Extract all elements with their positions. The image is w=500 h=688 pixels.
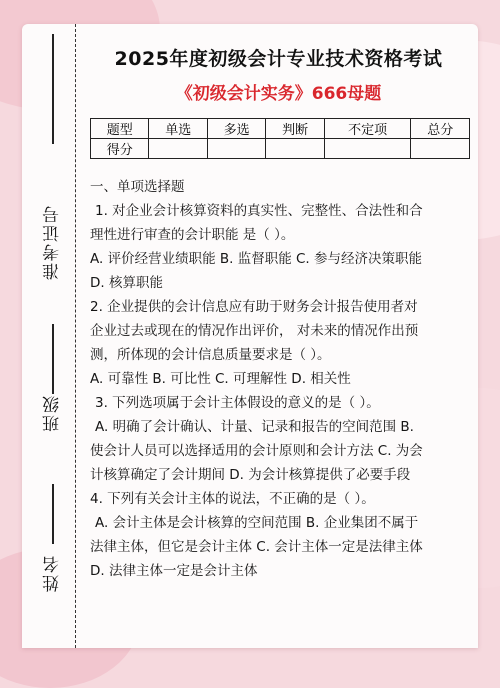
class-label: 班级 — [43, 394, 63, 432]
blank-line — [52, 34, 54, 144]
score-header-cell: 总分 — [411, 119, 470, 139]
page-title: 2025年度初级会计专业技术资格考试 — [114, 48, 443, 70]
question-1-options: A. 评价经营业绩职能 B. 监督职能 C. 参与经济决策职能 — [90, 251, 423, 267]
question-3-options: 使会计人员可以选择适用的会计原则和会计方法 C. 为会 — [90, 443, 423, 459]
blank-line — [52, 324, 54, 394]
question-1-line: 1. 对企业会计核算资料的真实性、完整性、合法性和合 — [95, 203, 423, 219]
score-cell — [266, 139, 324, 159]
exam-paper — [22, 24, 478, 648]
binding-cut-line — [75, 24, 76, 648]
score-cell — [149, 139, 207, 159]
question-3-options: 计核算确定了会计期间 D. 为会计核算提供了必要手段 — [90, 467, 411, 483]
score-cell — [207, 139, 265, 159]
question-section — [90, 175, 472, 583]
name-label: 姓名 — [43, 554, 63, 592]
score-table — [90, 118, 470, 159]
question-4-options: D. 法律主体一定是会计主体 — [90, 563, 258, 579]
score-cell — [411, 139, 470, 159]
question-2-line: 测，所体现的会计信息质量要求是（ ）。 — [90, 347, 331, 363]
score-row-label: 得分 — [91, 139, 149, 159]
question-4-options: 法律主体，但它是会计主体 C. 会计主体一定是法律主体 — [90, 539, 423, 555]
score-header-cell: 题型 — [91, 119, 149, 139]
question-4-options: A. 会计主体是会计核算的空间范围 B. 企业集团不属于 — [95, 515, 419, 531]
section-heading: 一、单项选择题 — [90, 179, 185, 195]
score-header-cell: 判断 — [266, 119, 324, 139]
page-subtitle: 《初级会计实务》666母题 — [175, 84, 382, 104]
binding-margin — [22, 24, 80, 648]
question-1-options: D. 核算职能 — [90, 275, 163, 291]
paper-content — [85, 24, 472, 583]
blank-line — [52, 484, 54, 544]
ticket-number-label: 准考证号 — [43, 204, 63, 280]
score-header-cell: 不定项 — [324, 119, 411, 139]
question-3-options: A. 明确了会计确认、计量、记录和报告的空间范围 B. — [95, 419, 414, 435]
score-header-cell: 单选 — [149, 119, 207, 139]
question-2-line: 2. 企业提供的会计信息应有助于财务会计报告使用者对 — [90, 299, 418, 315]
score-table-score-row — [91, 139, 470, 159]
question-4-line: 4. 下列有关会计主体的说法，不正确的是（ ）。 — [90, 491, 375, 507]
score-header-cell: 多选 — [207, 119, 265, 139]
question-3-line: 3. 下列选项属于会计主体假设的意义的是（ ）。 — [95, 395, 380, 411]
question-2-options: A. 可靠性 B. 可比性 C. 可理解性 D. 相关性 — [90, 371, 351, 387]
question-2-line: 企业过去或现在的情况作出评价， 对未来的情况作出预 — [90, 323, 419, 339]
score-cell — [324, 139, 411, 159]
score-table-header-row — [91, 119, 470, 139]
question-1-line: 理性进行审查的会计职能 是（ ）。 — [90, 227, 295, 243]
